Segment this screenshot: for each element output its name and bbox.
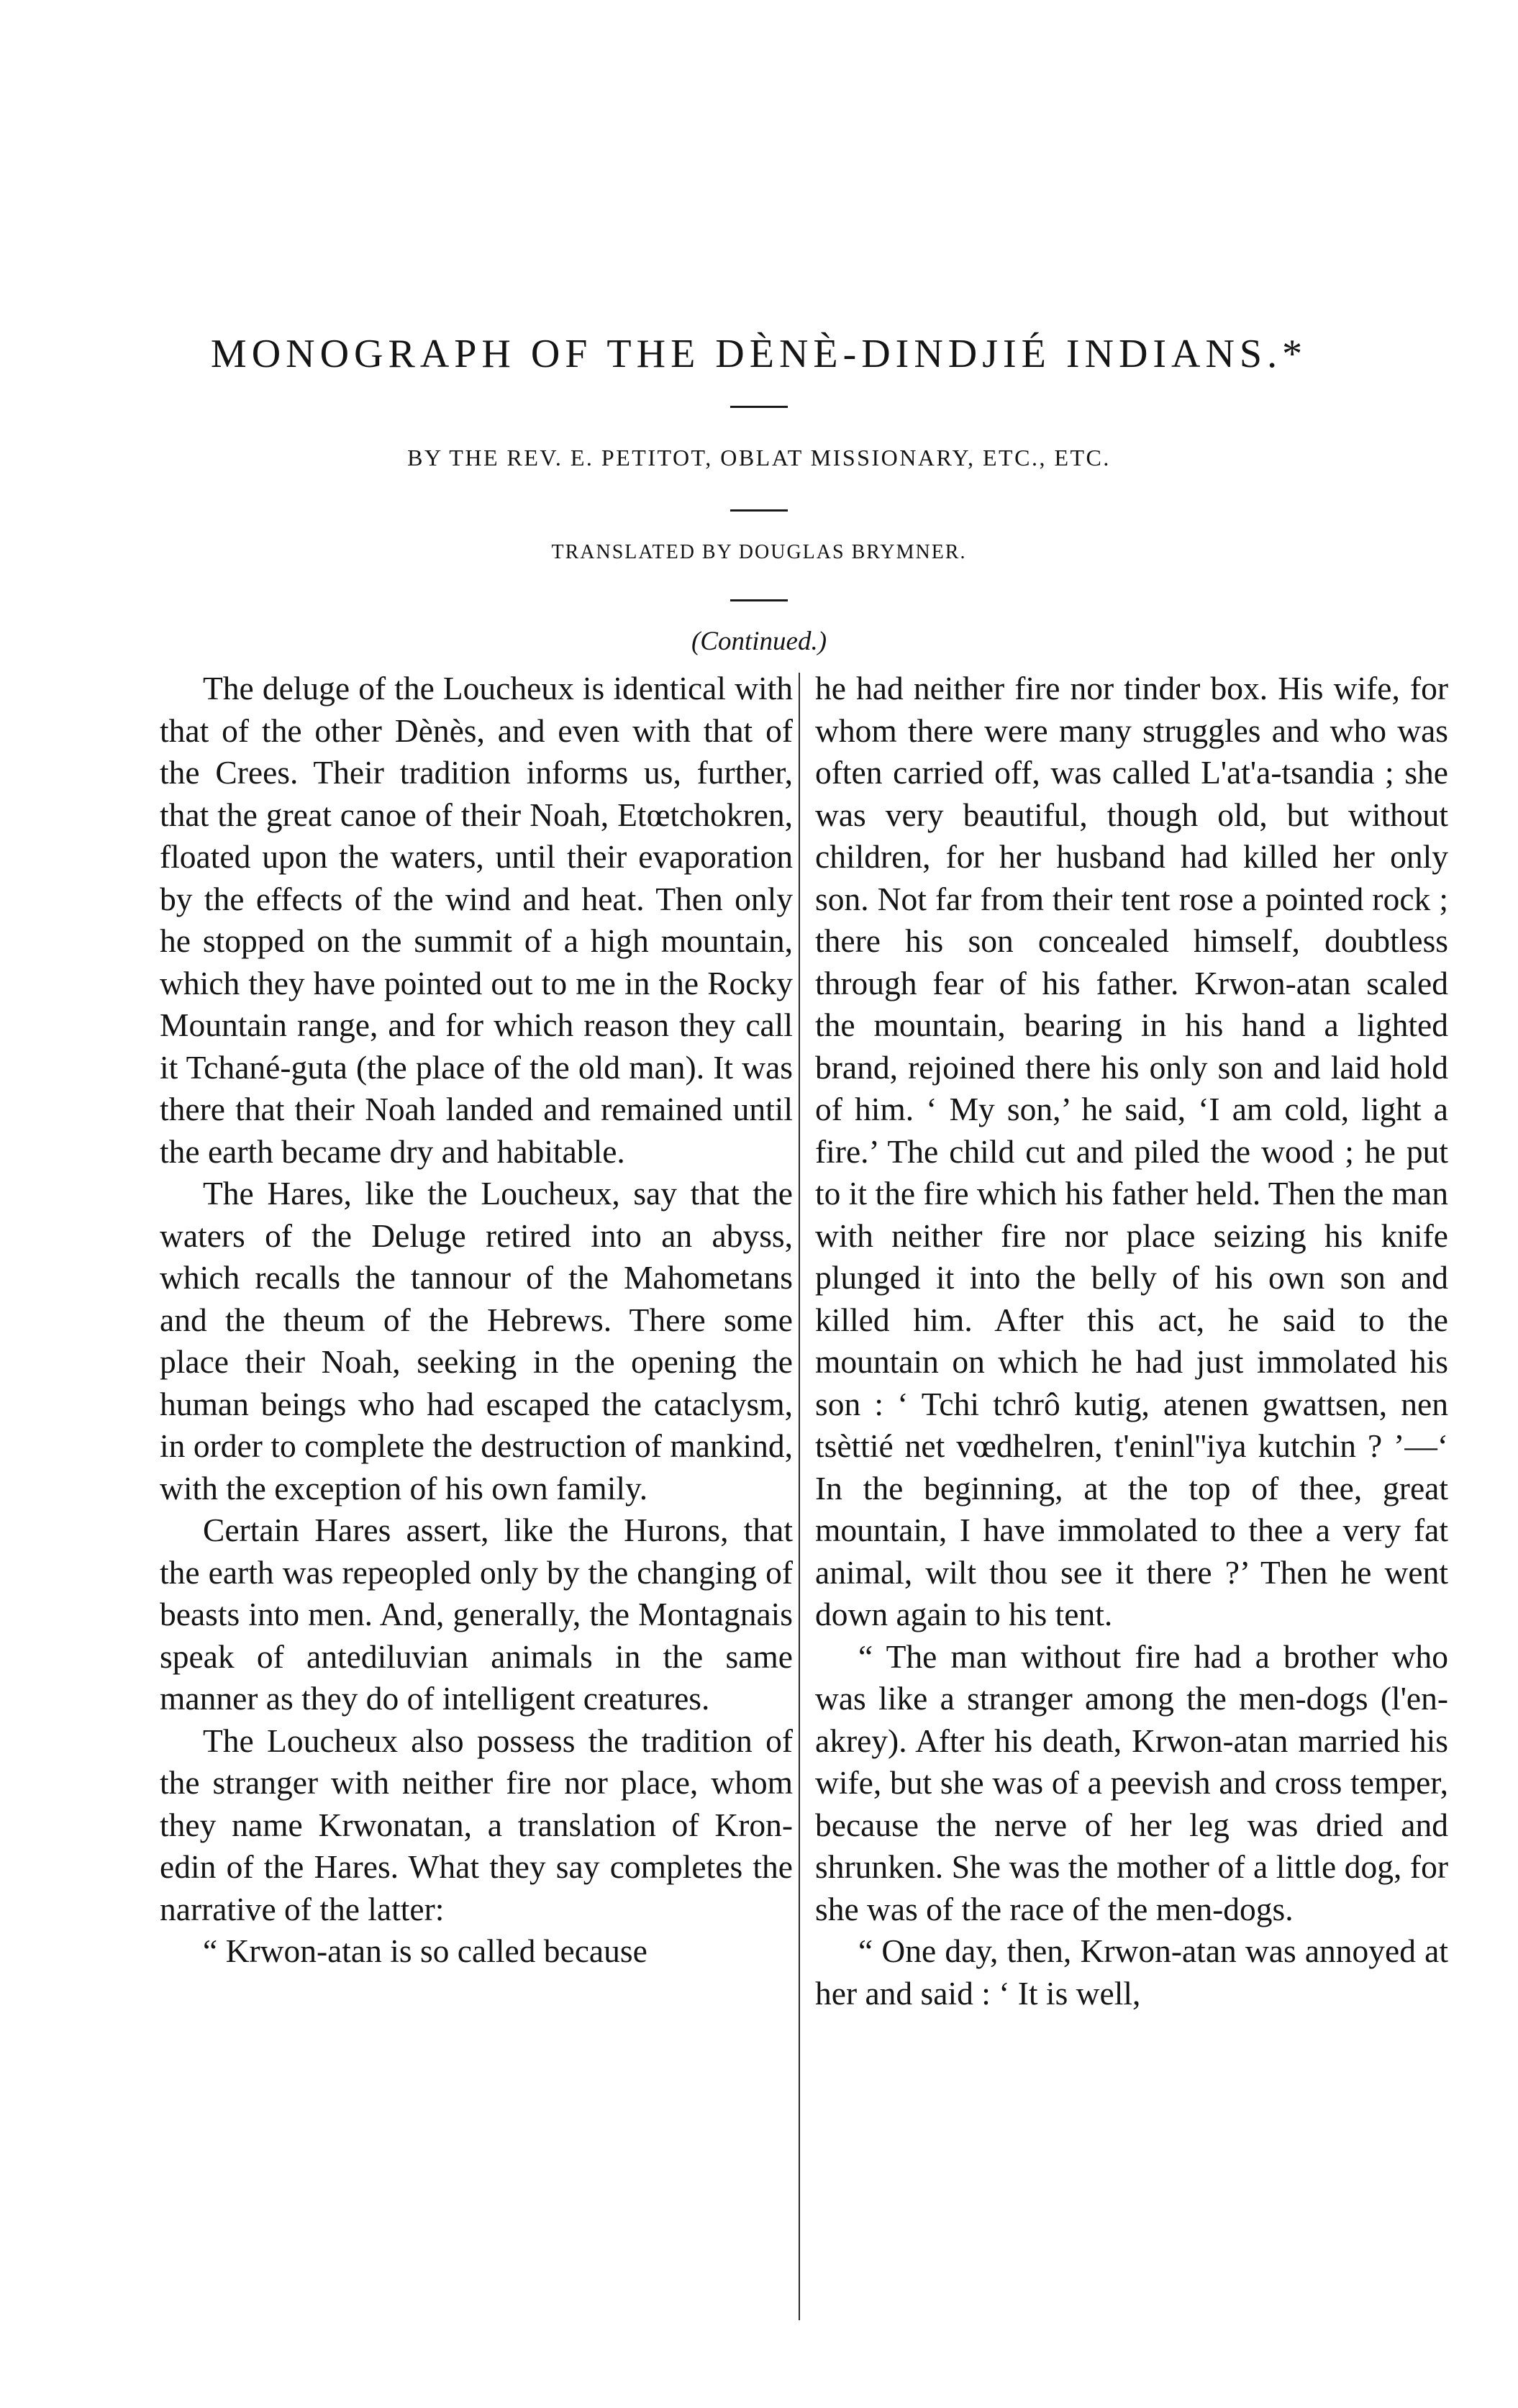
paragraph: “ Krwon-atan is so called because bbox=[203, 1932, 647, 1969]
paragraph: “ One day, then, Krwon-atan was annoyed at her and said : ‘ It is well, bbox=[815, 1932, 1448, 2012]
article-title: MONOGRAPH OF THE DÈNÈ-DINDJIÉ INDIANS.* bbox=[210, 332, 1308, 376]
paragraph: The Loucheux also possess the tradition of the stranger with neither fire nor place, whom they name Krwonatan, a translation of Kron-edin of the Hares. What they say completes the narrative of the latter: bbox=[160, 1722, 793, 1927]
translator-rule bbox=[730, 599, 788, 601]
left-column bbox=[160, 668, 793, 1973]
continued-note: (Continued.) bbox=[691, 627, 827, 656]
author-byline: BY THE REV. E. PETITOT, OBLAT MISSIONARY, ETC., ETC. bbox=[407, 445, 1111, 471]
paragraph: “ The man without fire had a brother who was like a stranger among the men-dogs (l'en-akrey). After his death, Krwon-atan married his wife, but she was of a peevish and cross temper, because the nerve of her leg was dried and shrunken. She was the mother of a little dog, for she was of the race of the men-dogs. bbox=[815, 1637, 1448, 1927]
paragraph: Certain Hares assert, like the Hurons, that the earth was repeopled only by the changing of beasts into men. And, generally, the Montagnais speak of antediluvian animals in the same manner as they do of intelligent creatures. bbox=[160, 1512, 793, 1717]
translator-line: TRANSLATED BY DOUGLAS BRYMNER. bbox=[551, 541, 967, 563]
right-column bbox=[815, 668, 1448, 2014]
byline-rule bbox=[730, 509, 788, 512]
paragraph: The Hares, like the Loucheux, say that the waters of the Deluge retired into an abyss, which recalls the tannour of the Mahometans and the theum of the Hebrews. There some place their Noah, seeking in the opening the human beings who had escaped the cataclysm, in order to complete the destruction of mankind, with the exception of his own family. bbox=[160, 1175, 793, 1507]
paragraph: he had neither fire nor tinder box. His wife, for whom there were many struggles and who was often carried off, was called L'at'a-tsandia ; she was very beautiful, though old, but without children, for her husband had killed her only son. Not far from their tent rose a pointed rock ; there his son concealed himself, doubtless through fear of his father. Krwon-atan scaled the mountain, bearing in his hand a lighted brand, rejoined there his only son and laid hold of him. ‘ My son,’ he said, ‘I am cold, light a fire.’ The child cut and piled the wood ; he put to it the fire which his father held. Then the man with neither fire nor place seizing his knife plunged it into the belly of his own son and killed him. After this act, he said to the mountain on which he had just immolated his son : ‘ Tchi tchrô kutig, atenen gwattsen, nen tsèttié net vœdhelren, t'eninl''iya kutchin ? ’—‘ In the beginning, at the top of thee, great mountain, I have immolated to thee a very fat animal, wilt thou see it there ?’ Then he went down again to his tent. bbox=[815, 670, 1448, 1632]
title-rule bbox=[730, 406, 788, 408]
column-divider bbox=[799, 673, 800, 2320]
paragraph: The deluge of the Loucheux is identical with that of the other Dènès, and even with that of the Crees. Their tradition informs us, further, that the great canoe of their Noah, Etœtchokren, floated upon the waters, until their evaporation by the effects of the wind and heat. Then only he stopped on the summit of a high mountain, which they have pointed out to me in the Rocky Mountain range, and for which reason they call it Tchané-guta (the place of the old man). It was there that their Noah landed and remained until the earth became dry and habitable. bbox=[160, 670, 793, 1170]
